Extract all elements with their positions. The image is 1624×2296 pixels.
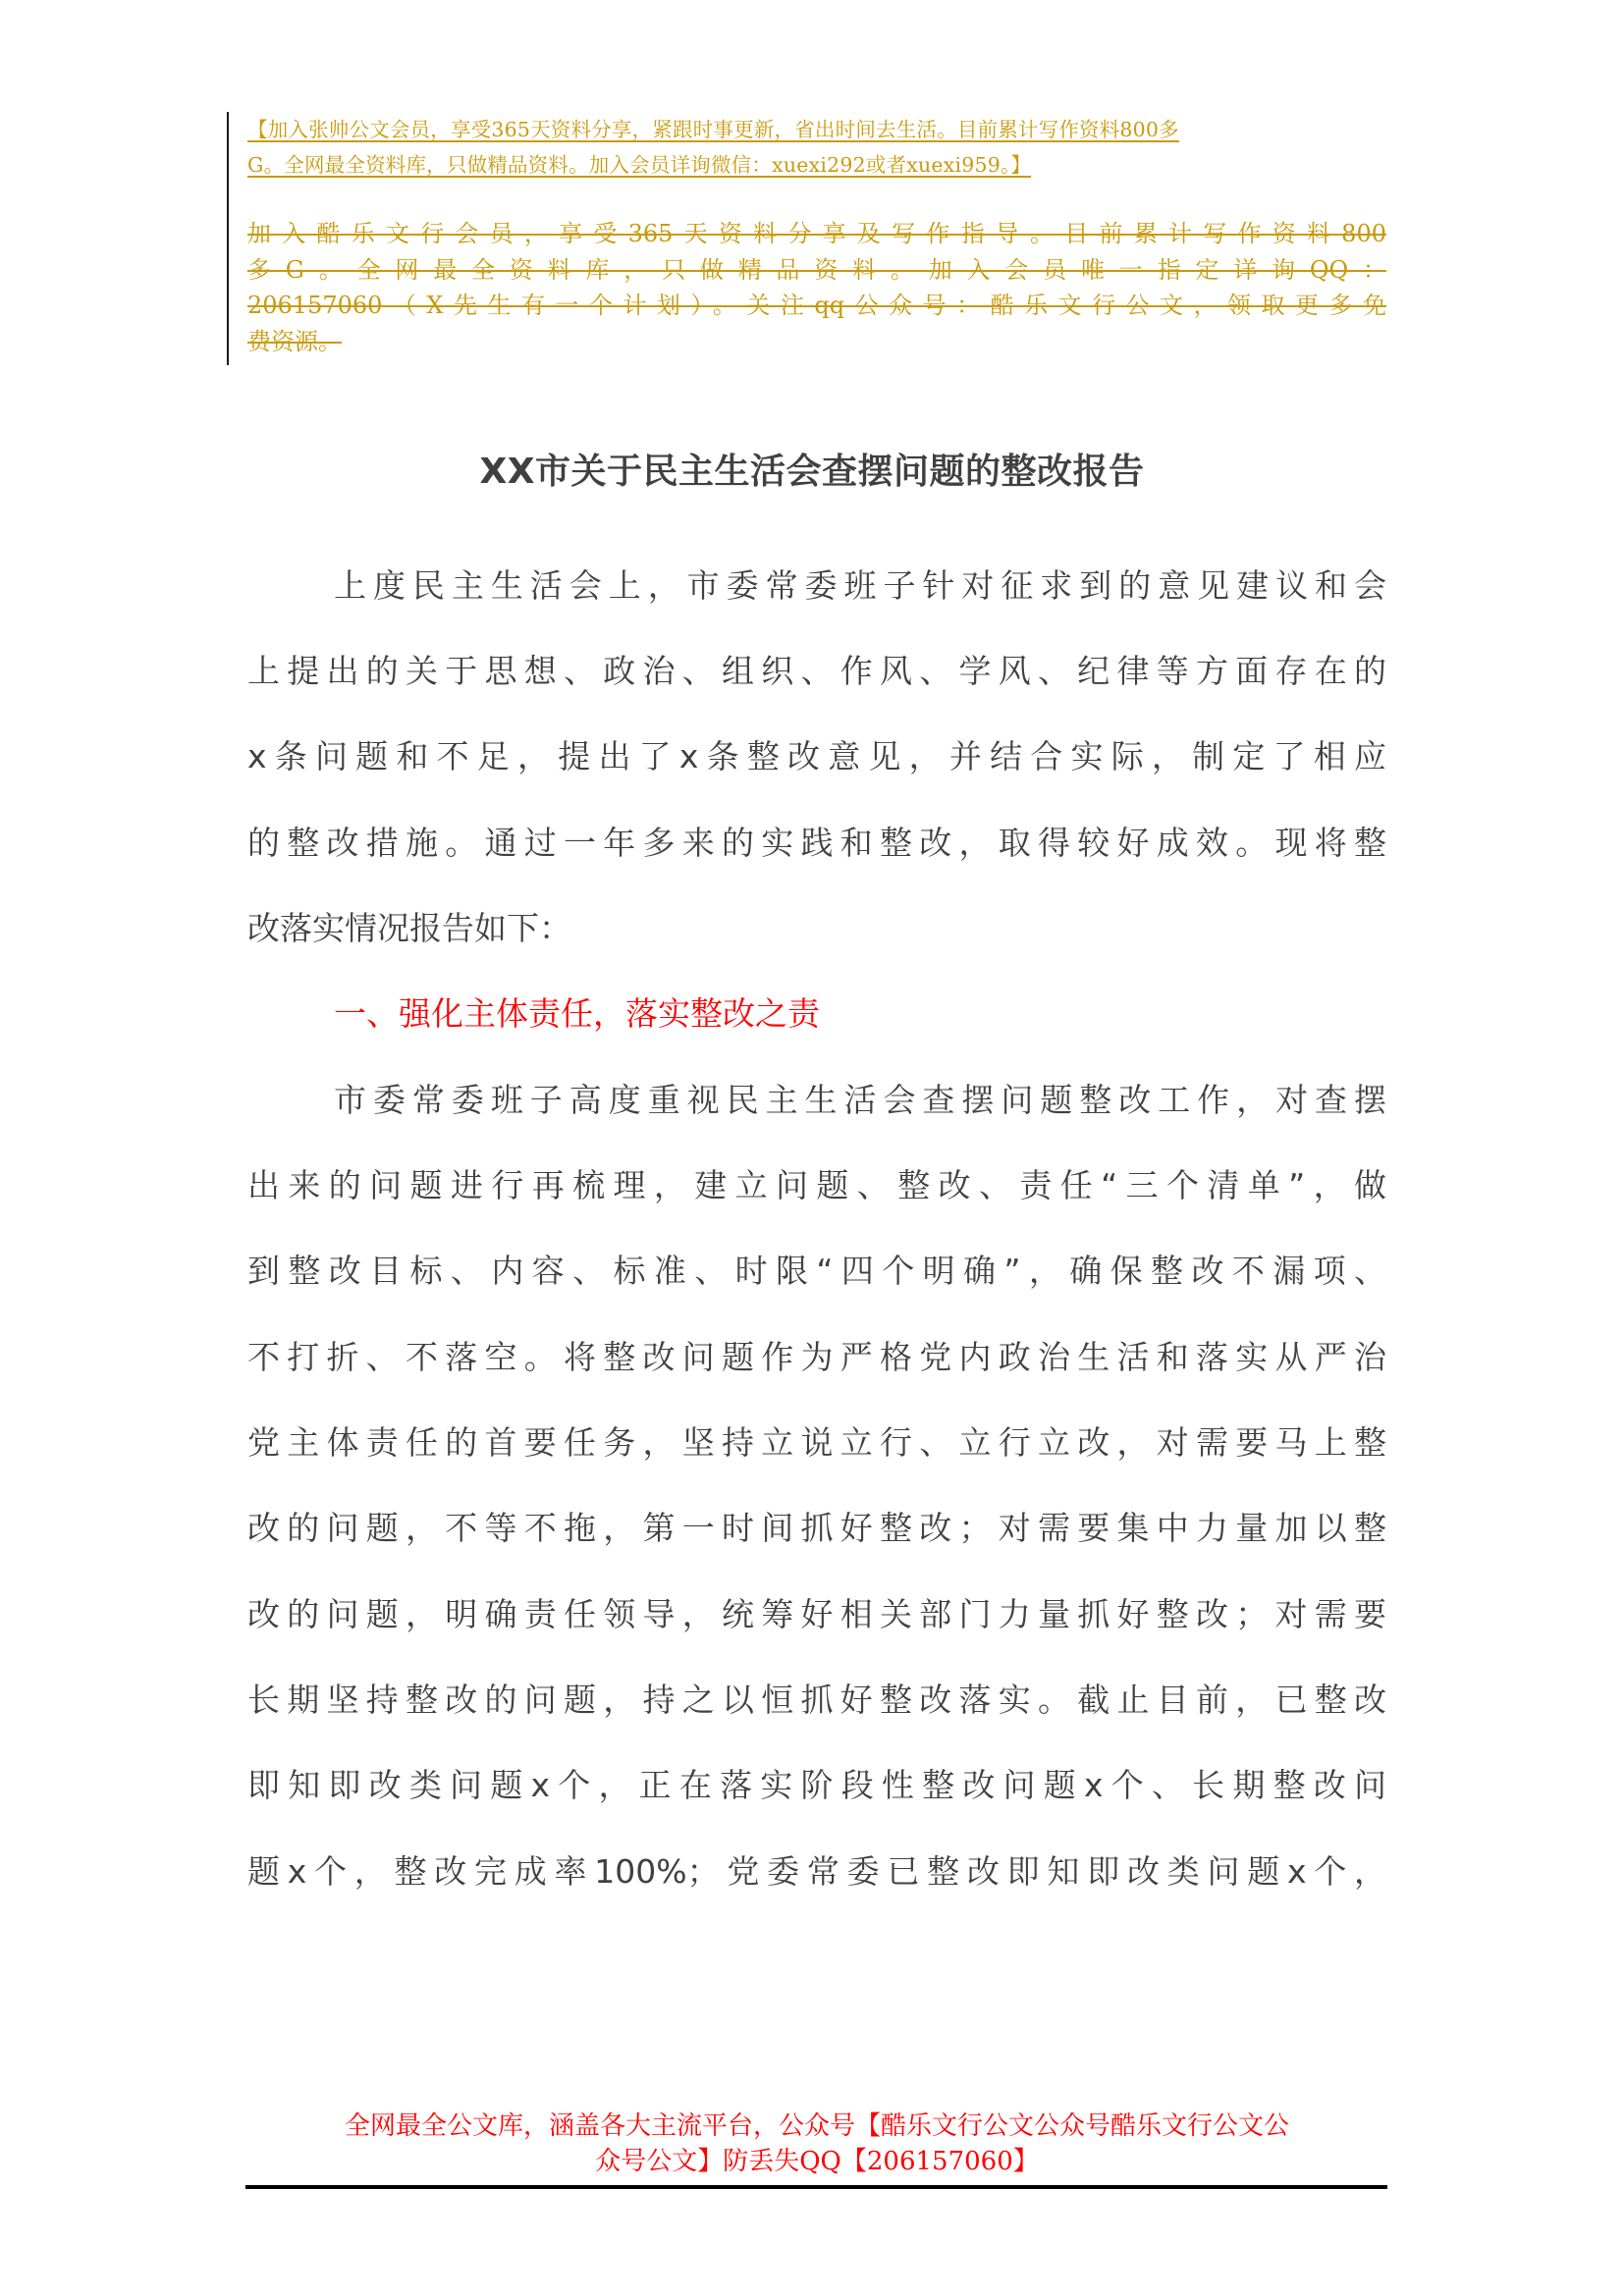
revision-bar: [227, 112, 229, 365]
footer-line: 全网最全公文库，涵盖各大主流平台，公众号【酷乐文行公文公众号酷乐文行公文公: [344, 2111, 1289, 2141]
intro-line: 改落实情况报告如下：: [247, 909, 571, 947]
footer-divider: [245, 2185, 1387, 2189]
section-line: 改的问题，不等不拖，第一时间抓好整改；对需要集中力量加以整: [247, 1509, 1386, 1547]
member-notice: [247, 112, 1386, 183]
section-line: 长期坚持整改的问题，持之以恒抓好整改落实。截止目前，已整改: [247, 1681, 1386, 1719]
section-line: 出来的问题进行再梳理，建立问题、整改、责任“三个清单”，做: [247, 1166, 1386, 1204]
section-line: 到整改目标、内容、标准、时限“四个明确”，确保整改不漏项、: [247, 1252, 1386, 1290]
struck-notice: [247, 216, 1386, 360]
section-line: 市委常委班子高度重视民主生活会查摆问题整改工作，对查摆: [334, 1081, 1386, 1119]
footer-notice: [247, 2109, 1386, 2179]
struck-notice-line: 费资源。: [247, 328, 342, 356]
struck-notice-line: 多G。全网最全资料库，只做精品资料。加入会员唯一指定详询QQ：: [247, 255, 1386, 284]
section-line: 题x个，整改完成率100%；党委常委已整改即知即改类问题x个，: [247, 1852, 1386, 1891]
intro-line: x条问题和不足，提出了x条整改意见，并结合实际，制定了相应: [247, 737, 1386, 775]
intro-line: 的整改措施。通过一年多来的实践和整改，取得较好成效。现将整: [247, 824, 1386, 862]
member-notice-line: G。全网最全资料库，只做精品资料。加入会员详询微信：xuexi292或者xuexi959。】: [247, 153, 1032, 177]
struck-notice-line: 加入酷乐文行会员，享受365天资料分享及写作指导。目前累计写作资料800: [247, 220, 1386, 247]
member-notice-line: 【加入张帅公文会员，享受365天资料分享，紧跟时事更新，省出时间去生活。目前累计写作资料800多: [247, 118, 1179, 141]
section-line: 不打折、不落空。将整改问题作为严格党内政治生活和落实从严治: [247, 1338, 1386, 1376]
intro-line: 上度民主生活会上，市委常委班子针对征求到的意见建议和会: [334, 566, 1386, 605]
section-line: 即知即改类问题x个，正在落实阶段性整改问题x个、长期整改问: [247, 1766, 1386, 1804]
footer-line: 众号公文】防丢失QQ【206157060】: [595, 2147, 1039, 2176]
struck-notice-line: 206157060（X先生有一个计划）。关注qq公众号：酷乐文行公文，领取更多免: [247, 292, 1386, 320]
intro-line: 上提出的关于思想、政治、组织、作风、学风、纪律等方面存在的: [247, 652, 1386, 690]
section-heading: 一、强化主体责任，落实整改之责: [334, 994, 820, 1033]
section-line: 党主体责任的首要任务，坚持立说立行、立行立改，对需要马上整: [247, 1423, 1386, 1462]
section-line: 改的问题，明确责任领导，统筹好相关部门力量抓好整改；对需要: [247, 1595, 1386, 1633]
document-title: XX市关于民主生活会查摆问题的整改报告: [479, 452, 1145, 492]
